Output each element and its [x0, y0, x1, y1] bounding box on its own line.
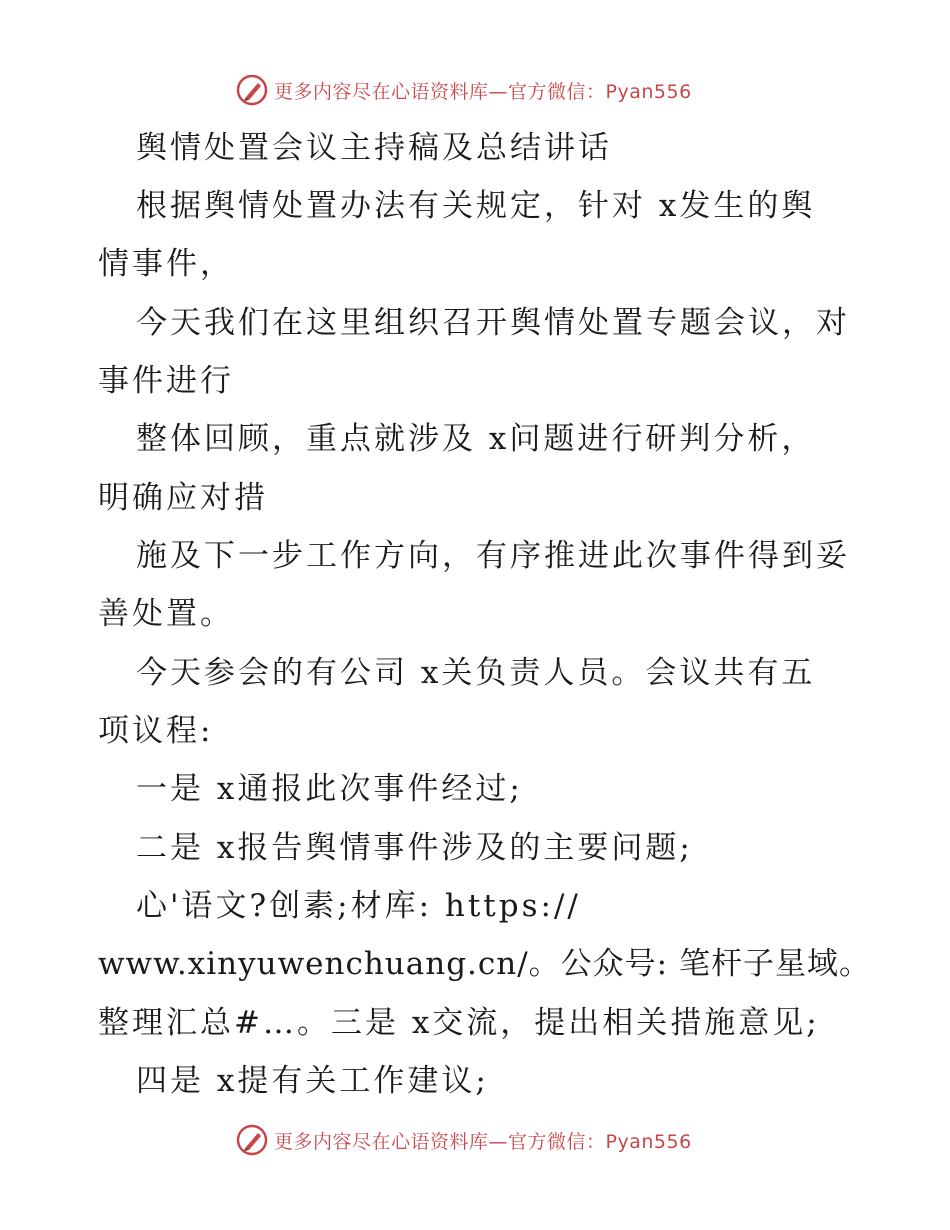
footer-banner-text: 更多内容尽在心语资料库—官方微信：Pyan556 — [274, 1130, 692, 1153]
paragraph-line: 今天参会的有公司 x关负责人员。会议共有五 — [136, 655, 816, 691]
header-banner — [236, 73, 692, 107]
paragraph-line: 施及下一步工作方向，有序推进此次事件得到妥 — [136, 538, 850, 574]
paragraph-line: 心'语文?创素;材库: https:// — [136, 888, 581, 924]
paragraph-line: 根据舆情处置办法有关规定，针对 x发生的舆 — [136, 188, 816, 224]
paragraph-line: 一是 x通报此次事件经过; — [136, 771, 523, 807]
paragraph-line: 今天我们在这里组织召开舆情处置专题会议，对 — [136, 305, 850, 341]
document-title: 舆情处置会议主持稿及总结讲话 — [136, 130, 612, 166]
paragraph-line: 明确应对措 — [98, 480, 268, 516]
paragraph-line: 四是 x提有关工作建议; — [136, 1063, 489, 1099]
header-banner-text: 更多内容尽在心语资料库—官方微信：Pyan556 — [274, 80, 692, 103]
paragraph-line: 事件进行 — [98, 363, 234, 399]
paragraph-line: 整体回顾，重点就涉及 x问题进行研判分析， — [136, 421, 816, 457]
paragraph-line: 整理汇总#…。三是 x交流，提出相关措施意见; — [98, 1005, 820, 1041]
pen-logo-icon — [236, 1124, 268, 1156]
paragraph-line: www.xinyuwenchuang.cn/。公众号: 笔杆子星域。 — [98, 946, 871, 982]
paragraph-line: 善处置。 — [98, 596, 234, 632]
footer-banner — [236, 1123, 692, 1157]
pen-logo-icon — [236, 74, 268, 106]
paragraph-line: 项议程: — [98, 713, 214, 749]
paragraph-line: 情事件， — [98, 246, 234, 282]
paragraph-line: 二是 x报告舆情事件涉及的主要问题; — [136, 830, 693, 866]
